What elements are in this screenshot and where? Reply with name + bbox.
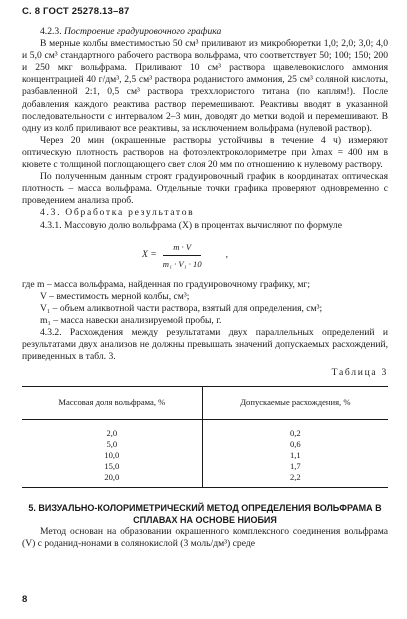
table-cell-tolerance: 0,2	[289, 427, 301, 438]
table-row	[22, 461, 388, 472]
formula-comma: ,	[225, 249, 229, 261]
formula-numerator: m · V	[163, 241, 201, 256]
section-4-3-heading: 4.3. Обработка результатов	[40, 207, 195, 219]
table-cell-mass-fraction: 10,0	[22, 450, 202, 461]
formula-denominator: m₁ · V₁ · 10	[162, 258, 202, 269]
table-row	[22, 472, 388, 488]
paragraph-4-3-1: 4.3.1. Массовую долю вольфрама (X) в процентах вычисляют по формуле	[40, 219, 342, 231]
definition-m1: m₁ – масса навески анализируемой пробы, г.	[40, 315, 222, 327]
paragraph-calibration-procedure: В мерные колбы вместимостью 50 см³ приливают из микробюретки 1,0; 2,0; 3,0; 4,0 и 5,0 см³ стандартного рабочего раствора вольфрама, что соответствует 50; 100; 150; 200 и 250 мкг вольфрама. Приливают 10 см³ раствора щавелевокислого аммония концентрацией 40 г/дм³, 2,5 см³ раствора роданистого аммония, 25 см³ соляной кислоты, разбавленной 2:1, 0,5 см³ раствора треххлористого титана (по каплям!). После добавления каждого реактива раствор перемешивают. Реактивы вводят в указанной последовательности с интервалом 2–3 мин, доводят до метки водой и перемешивают. В одну из колб приливают все реактивы, за исключением вольфрама (нулевой раствор).	[22, 38, 388, 134]
paragraph-graph: По полученным данным строят градуировочный график в координатах оптическая плотность – масса вольфрама. Отдельные точки графика проверяют одновременно с проведением анализа проб.	[22, 171, 388, 207]
table-cell-mass-fraction: 5,0	[22, 439, 202, 450]
tolerance-table	[22, 386, 388, 488]
section-number: 4.2.3.	[40, 26, 64, 37]
paragraph-measurement: Через 20 мин (окрашенные растворы устойчивы в течение 4 ч) измеряют оптическую плотность растворов на фотоэлектроколориметре при λmax = 400 нм в кювете с толщиной поглощающего свет слоя 20 мм по отношению к нулевому раствору.	[22, 134, 388, 171]
table-row	[22, 450, 388, 461]
section-5-heading: 5. ВИЗУАЛЬНО-КОЛОРИМЕТРИЧЕСКИЙ МЕТОД ОПРЕДЕЛЕНИЯ ВОЛЬФРАМА В СПЛАВАХ НА ОСНОВЕ НИОБИЯ	[28, 502, 382, 525]
table-header-mass-fraction: Массовая доля вольфрама, %	[22, 386, 202, 419]
table-cell-tolerance: 0,6	[289, 438, 301, 449]
section-4-2-3-heading	[22, 26, 388, 38]
formula-fraction	[163, 241, 202, 270]
table-caption: Таблица 3	[331, 367, 388, 379]
table-header-tolerance: Допускаемые расхождения, %	[202, 386, 388, 419]
formula-lhs: X =	[142, 249, 157, 261]
table-row	[22, 419, 388, 439]
table-cell-tolerance: 2,2	[202, 472, 388, 488]
table-cell-mass-fraction: 2,0	[22, 419, 202, 439]
definition-v: V – вместимость мерной колбы, см³;	[40, 290, 190, 302]
formula-definitions	[22, 279, 388, 327]
definition-m: где m – масса вольфрама, найденная по градуировочному графику, мг;	[22, 278, 310, 290]
table-header-row	[22, 386, 388, 419]
paragraph-section-5: Метод основан на образовании окрашенного комплексного соединения вольфрама (V) с роданид-нонами в солянокислой (3 моль/дм³) среде	[22, 525, 388, 549]
definition-v1: V₁ – объем аликвотной части раствора, взятый для определения, см³;	[40, 302, 323, 314]
table-cell-mass-fraction: 20,0	[22, 472, 202, 488]
table-row	[22, 439, 388, 450]
paragraph-4-3-2: 4.3.2. Расхождения между результатами двух параллельных определений и результатами двух анализов не должны превышать значений допускаемых расхождений, приведенных в табл. 3.	[22, 327, 388, 363]
table-cell-mass-fraction: 15,0	[22, 461, 202, 472]
running-header: С. 8 ГОСТ 25278.13–87	[22, 6, 130, 17]
mass-fraction-formula	[142, 241, 388, 270]
page-number: 8	[22, 594, 28, 605]
table-cell-tolerance: 1,1	[289, 449, 301, 460]
page-body	[22, 26, 388, 550]
section-title: Построение градуировочного графика	[63, 26, 222, 37]
table-cell-tolerance: 1,7	[289, 460, 301, 471]
